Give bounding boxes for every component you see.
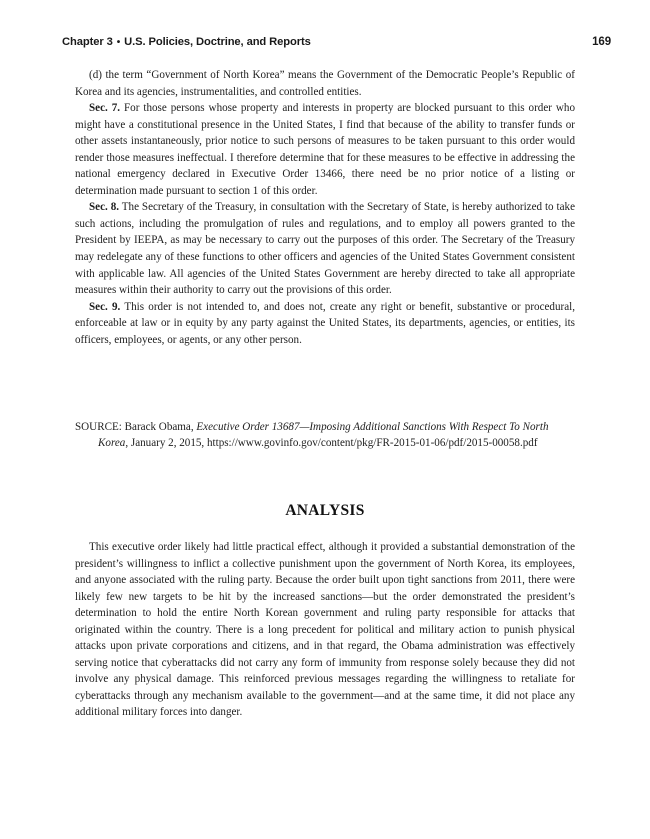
section-9-text: This order is not intended to, and does not, create any right or benefit, substantive or procedural, enforceable at law or in equity by any party against the United States, its departments, agencies, or entities, its officers, employees, or agents, or any other person. (75, 300, 575, 346)
bullet-separator: • (116, 37, 121, 48)
analysis-text (75, 539, 575, 721)
running-head-left (62, 36, 311, 48)
section-7-label: Sec. 7. (89, 102, 121, 115)
section-9-label: Sec. 9. (89, 300, 121, 313)
definition-d: (d) the term “Government of North Korea” means the Government of the Democratic People’s Republic of Korea and its agencies, instrumentalities, and controlled entities. (75, 69, 575, 98)
source-suffix: , January 2, 2015, https://www.govinfo.gov/content/pkg/FR-2015-01-06/pdf/2015-00058.pdf (125, 437, 538, 450)
section-8-label: Sec. 8. (89, 201, 120, 214)
source-prefix: SOURCE: Barack Obama, (75, 421, 197, 433)
page-number: 169 (592, 36, 611, 48)
section-8-text: The Secretary of the Treasury, in consultation with the Secretary of State, is hereby authorized to take such actions, including the promulgation of rules and regulations, and to employ all powers granted to the President by IEEPA, as may be necessary to carry out the purposes of this order. The Secretary of the Treasury may redelegate any of these functions to other officers and agencies of the United States Government consistent with applicable law. All agencies of the United States Government are hereby directed to take all appropriate measures within their authority to carry out the provisions of this order. (75, 201, 575, 297)
section-8 (75, 199, 575, 298)
source-citation (75, 419, 575, 452)
section-9 (75, 299, 575, 349)
section-7-text: For those persons whose property and interests in property are blocked pursuant to this order who might have a constitutional presence in the United States, I find that because of the ability to transfer funds or other assets instantaneously, prior notice to such persons of measures to be taken pursuant to this order would render those measures ineffectual. I therefore determine that for these measures to be effective in addressing the national emergency declared in Executive Order 13466, there need be no prior notice of a listing or determination made pursuant to section 1 of this order. (75, 102, 575, 197)
analysis-paragraph: This executive order likely had little practical effect, although it provided a substantial demonstration of the president’s willingness to inflict a collective punishment upon the government of North Korea, its employees, and anyone associated with the ruling party. Because the order built upon tight sanctions from 2011, there were likely few new targets to be hit by the increased sanctions—but the order demonstrated the president’s determination to hold the entire North Korean government and ruling party responsible for attacks that originated within the country. There is a long precedent for political and military action to punish physical attacks upon private corporations and citizens, and in that regard, the Obama administration was effectively serving notice that cyberattacks did not carry any form of immunity from response solely because they did not involve any physical damage. This reinforced previous messages regarding the willingness to retaliate for cyberattacks through any mechanism available to the government—and at the same time, it did not place any additional military forces into danger. (75, 541, 575, 719)
source-title: Executive Order 13687—Imposing Additional Sanctions With Respect To North Korea (98, 421, 549, 450)
section-7 (75, 100, 575, 199)
section-title: U.S. Policies, Doctrine, and Reports (124, 36, 311, 48)
chapter-label: Chapter 3 (62, 36, 113, 48)
running-head (62, 36, 611, 48)
analysis-heading: ANALYSIS (285, 502, 365, 519)
order-text (75, 67, 575, 348)
